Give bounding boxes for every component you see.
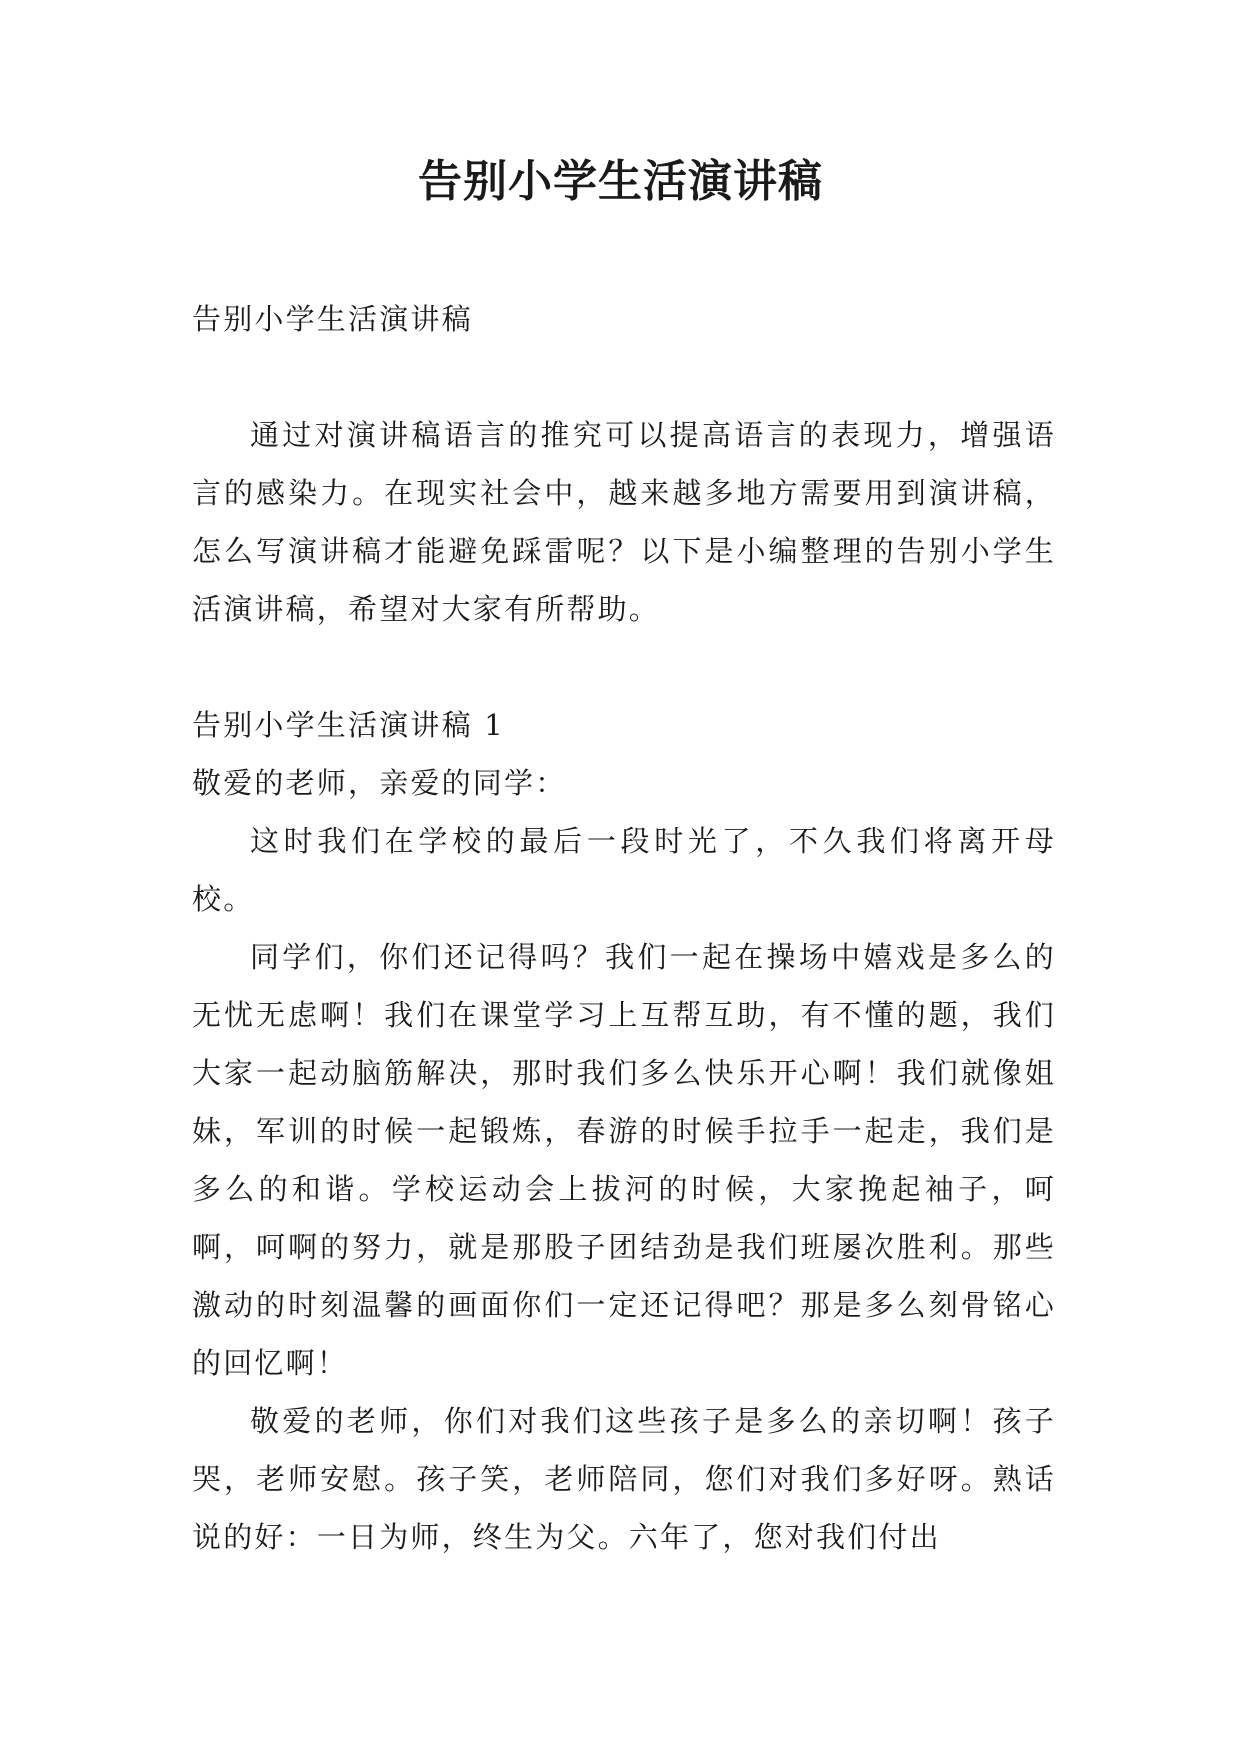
body-paragraph: 这时我们在学校的最后一段时光了，不久我们将离开母校。 (192, 824, 1056, 916)
intro-paragraph: 通过对演讲稿语言的推究可以提高语言的表现力，增强语言的感染力。在现实社会中，越来越多地方需要用到演讲稿，怎么写演讲稿才能避免踩雷呢？以下是小编整理的告别小学生活演讲稿，希望对大家有所帮助。 (192, 418, 1056, 626)
body-paragraph: 敬爱的老师，你们对我们这些孩子是多么的亲切啊！孩子哭，老师安慰。孩子笑，老师陪同，您们对我们多好呀。熟话说的好：一日为师，终生为父。六年了，您对我们付出 (192, 1404, 1056, 1554)
body-paragraph: 同学们，你们还记得吗？我们一起在操场中嬉戏是多么的无忧无虑啊！我们在课堂学习上互帮互助，有不懂的题，我们大家一起动脑筋解决，那时我们多么快乐开心啊！我们就像姐妹，军训的时候一起锻炼，春游的时候手拉手一起走，我们是多么的和谐。学校运动会上拔河的时候，大家挽起袖子，呵啊，呵啊的努力，就是那股子团结劲是我们班屡次胜利。那些激动的时刻温馨的画面你们一定还记得吧？那是多么刻骨铭心的回忆啊！ (192, 940, 1056, 1380)
document-body (192, 290, 1056, 1566)
document-subtitle: 告别小学生活演讲稿 (192, 302, 473, 336)
salutation: 敬爱的老师，亲爱的同学： (192, 766, 567, 800)
document-title: 告别小学生活演讲稿 (418, 156, 823, 207)
section-heading: 告别小学生活演讲稿 1 (192, 708, 505, 742)
